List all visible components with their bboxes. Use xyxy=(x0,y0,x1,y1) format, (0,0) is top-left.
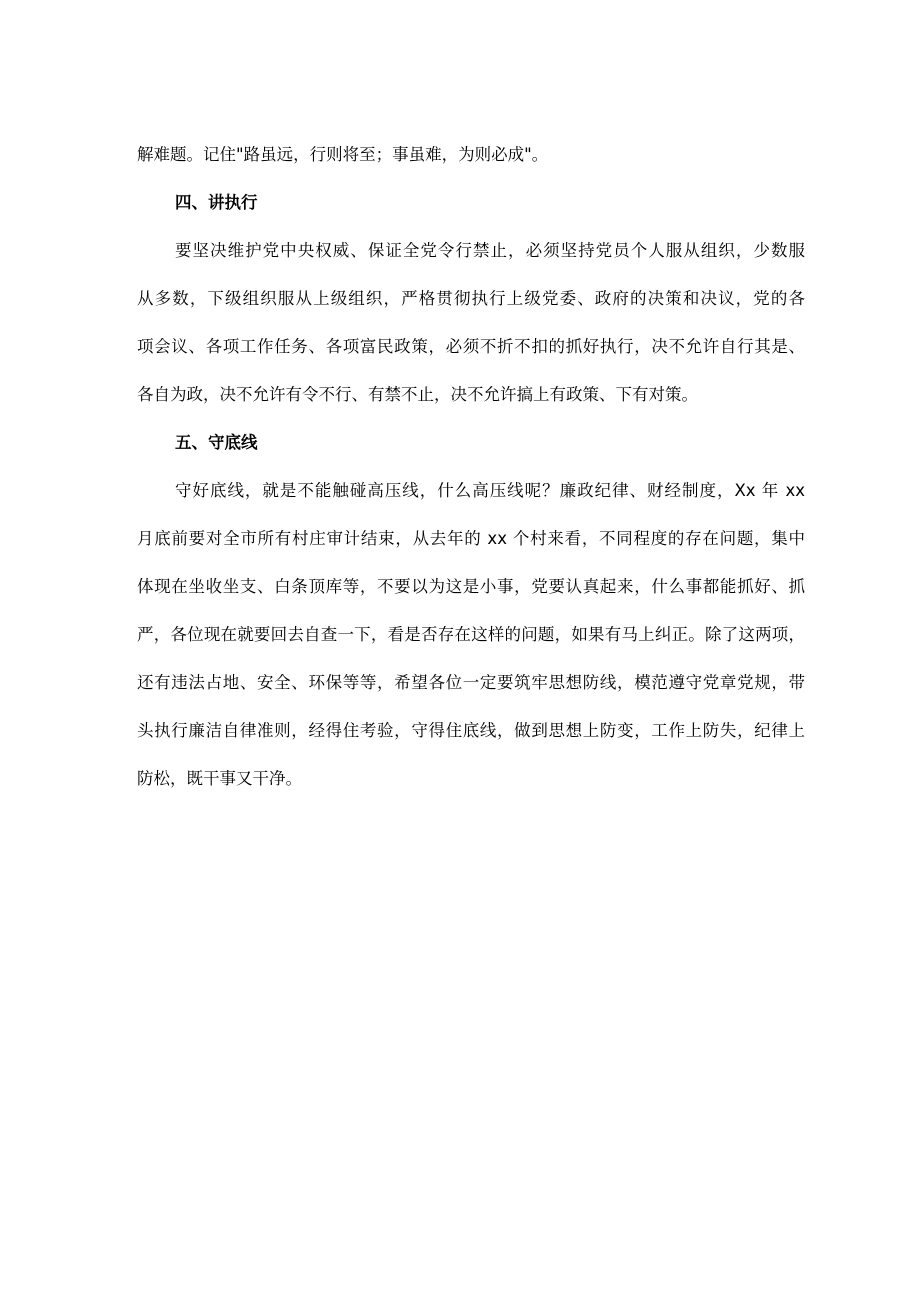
paragraph-line: 月底前要对全市所有村庄审计结束，从去年的 xx 个村来看，不同程度的存在问题，集中 xyxy=(137,529,805,548)
section-heading-execution: 四、讲执行 xyxy=(175,193,258,212)
paragraph-line: 还有违法占地、安全、环保等等，希望各位一定要筑牢思想防线，模范遵守党章党规，带 xyxy=(137,673,805,692)
paragraph-line: 头执行廉洁自律准则，经得住考验，守得住底线，做到思想上防变，工作上防失，纪律上 xyxy=(137,721,805,740)
paragraph-line: 要坚决维护党中央权威、保证全党令行禁止，必须坚持党员个人服从组织，少数服 xyxy=(175,241,805,260)
section-heading-bottom-line: 五、守底线 xyxy=(175,433,258,452)
paragraph-line: 解难题。记住"路虽远，行则将至；事虽难，为则必成"。 xyxy=(137,145,549,164)
paragraph-line: 体现在坐收坐支、白条顶库等，不要以为这是小事，党要认真起来，什么事都能抓好、抓 xyxy=(137,577,805,596)
paragraph-bottom-line xyxy=(137,479,805,815)
paragraph-line: 各自为政，决不允许有令不行、有禁不止，决不允许搞上有政策、下有对策。 xyxy=(137,385,698,404)
paragraph-execution xyxy=(137,239,805,431)
paragraph-line: 防松，既干事又干净。 xyxy=(137,769,302,788)
document-page xyxy=(137,143,805,815)
paragraph-line: 从多数，下级组织服从上级组织，严格贯彻执行上级党委、政府的决策和决议，党的各 xyxy=(137,289,805,308)
paragraph-line: 严，各位现在就要回去自查一下，看是否存在这样的问题，如果有马上纠正。除了这两项， xyxy=(137,625,805,644)
paragraph-line: 项会议、各项工作任务、各项富民政策，必须不折不扣的抓好执行，决不允许自行其是、 xyxy=(137,337,805,356)
paragraph-line: 守好底线，就是不能触碰高压线，什么高压线呢？廉政纪律、财经制度，Xx 年 xx xyxy=(175,481,805,500)
